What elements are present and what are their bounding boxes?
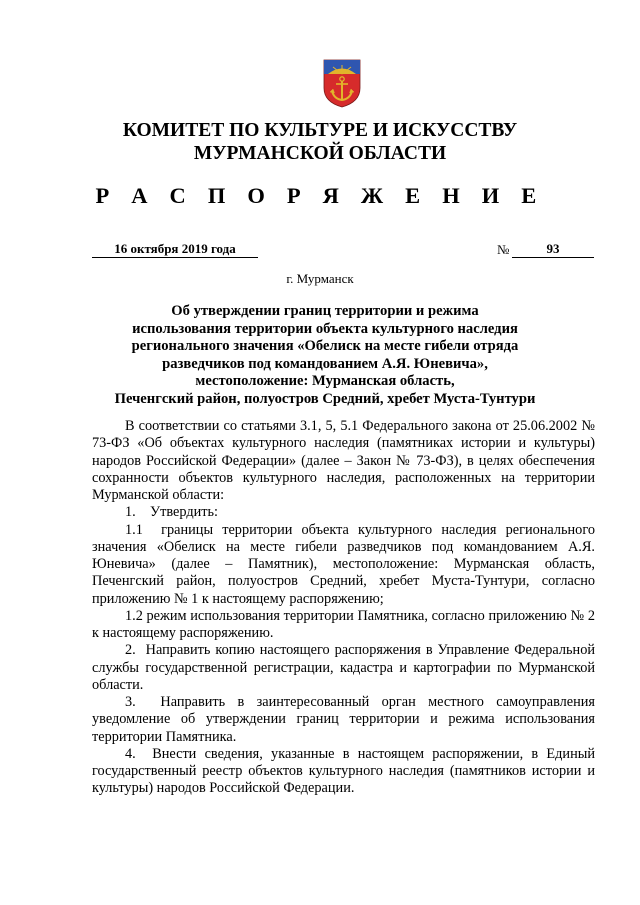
subject-line: местоположение: Мурманская область, xyxy=(195,373,455,390)
body-paragraph-item-3: 3. Направить в заинтересованный орган местного самоуправления уведомление об утверждении границ территории и режима использования территории Памятника. xyxy=(92,694,595,745)
body-paragraph-item-1: 1. Утвердить: xyxy=(125,504,219,521)
number-label: № xyxy=(497,242,510,257)
organization-name-line2: МУРМАНСКОЙ ОБЛАСТИ xyxy=(193,143,447,164)
body-paragraph-item-4: 4. Внести сведения, указанные в настоящем распоряжении, в Единый государственный реестр объектов культурного наследия (памятников истории и культуры) народов Российской Федерации. xyxy=(92,745,595,797)
body-paragraph-item-1-1: 1.1 границы территории объекта культурного наследия регионального значения «Обелиск на месте гибели разведчиков под командованием А.Я. Юневича» (далее – Памятник), местоположение: Мурманская область, Печенгский район, полуостров Средний, хребет Муста-Тунтури, согласно приложению № 1 к настоящему распоряжению; xyxy=(92,521,595,607)
organization-name-line1: КОМИТЕТ ПО КУЛЬТУРЕ И ИСКУССТВУ xyxy=(122,120,518,141)
subject-line: регионального значения «Обелиск на месте гибели отряда xyxy=(131,338,519,355)
document-date: 16 октября 2019 года xyxy=(92,240,258,258)
body-paragraph-preamble: В соответствии со статьями 3.1, 5, 5.1 Федерального закона от 25.06.2002 № 73-ФЗ «Об объектах культурного наследия (памятниках истории и культуры) народов Российской Федерации» (далее – Закон № 73-ФЗ), в целях обеспечения сохранности объектов культурного наследия, расположенных на территории Мурманской области: xyxy=(92,418,595,503)
document-body xyxy=(92,418,595,798)
subject-line: разведчиков под командованием А.Я. Юневича», xyxy=(162,355,488,372)
document-city: г. Мурманск xyxy=(286,271,354,286)
body-paragraph-item-2: 2. Направить копию настоящего распоряжения в Управление Федеральной службы государственной регистрации, кадастра и картографии по Мурманской области. xyxy=(92,642,595,693)
body-paragraph-item-1-2: 1.2 режим использования территории Памятника, согласно приложению № 2 к настоящему распоряжению. xyxy=(92,607,595,641)
subject-line: Печенгский район, полуостров Средний, хребет Муста-Тунтури xyxy=(114,390,536,407)
document-type-title: Р А С П О Р Я Ж Е Н И Е xyxy=(95,183,545,208)
document-subject xyxy=(100,303,550,409)
coat-of-arms-icon xyxy=(322,58,362,108)
document-number: 93 xyxy=(512,240,594,258)
subject-line: использования территории объекта культурного наследия xyxy=(132,320,518,337)
subject-line: Об утверждении границ территории и режима xyxy=(171,303,479,319)
